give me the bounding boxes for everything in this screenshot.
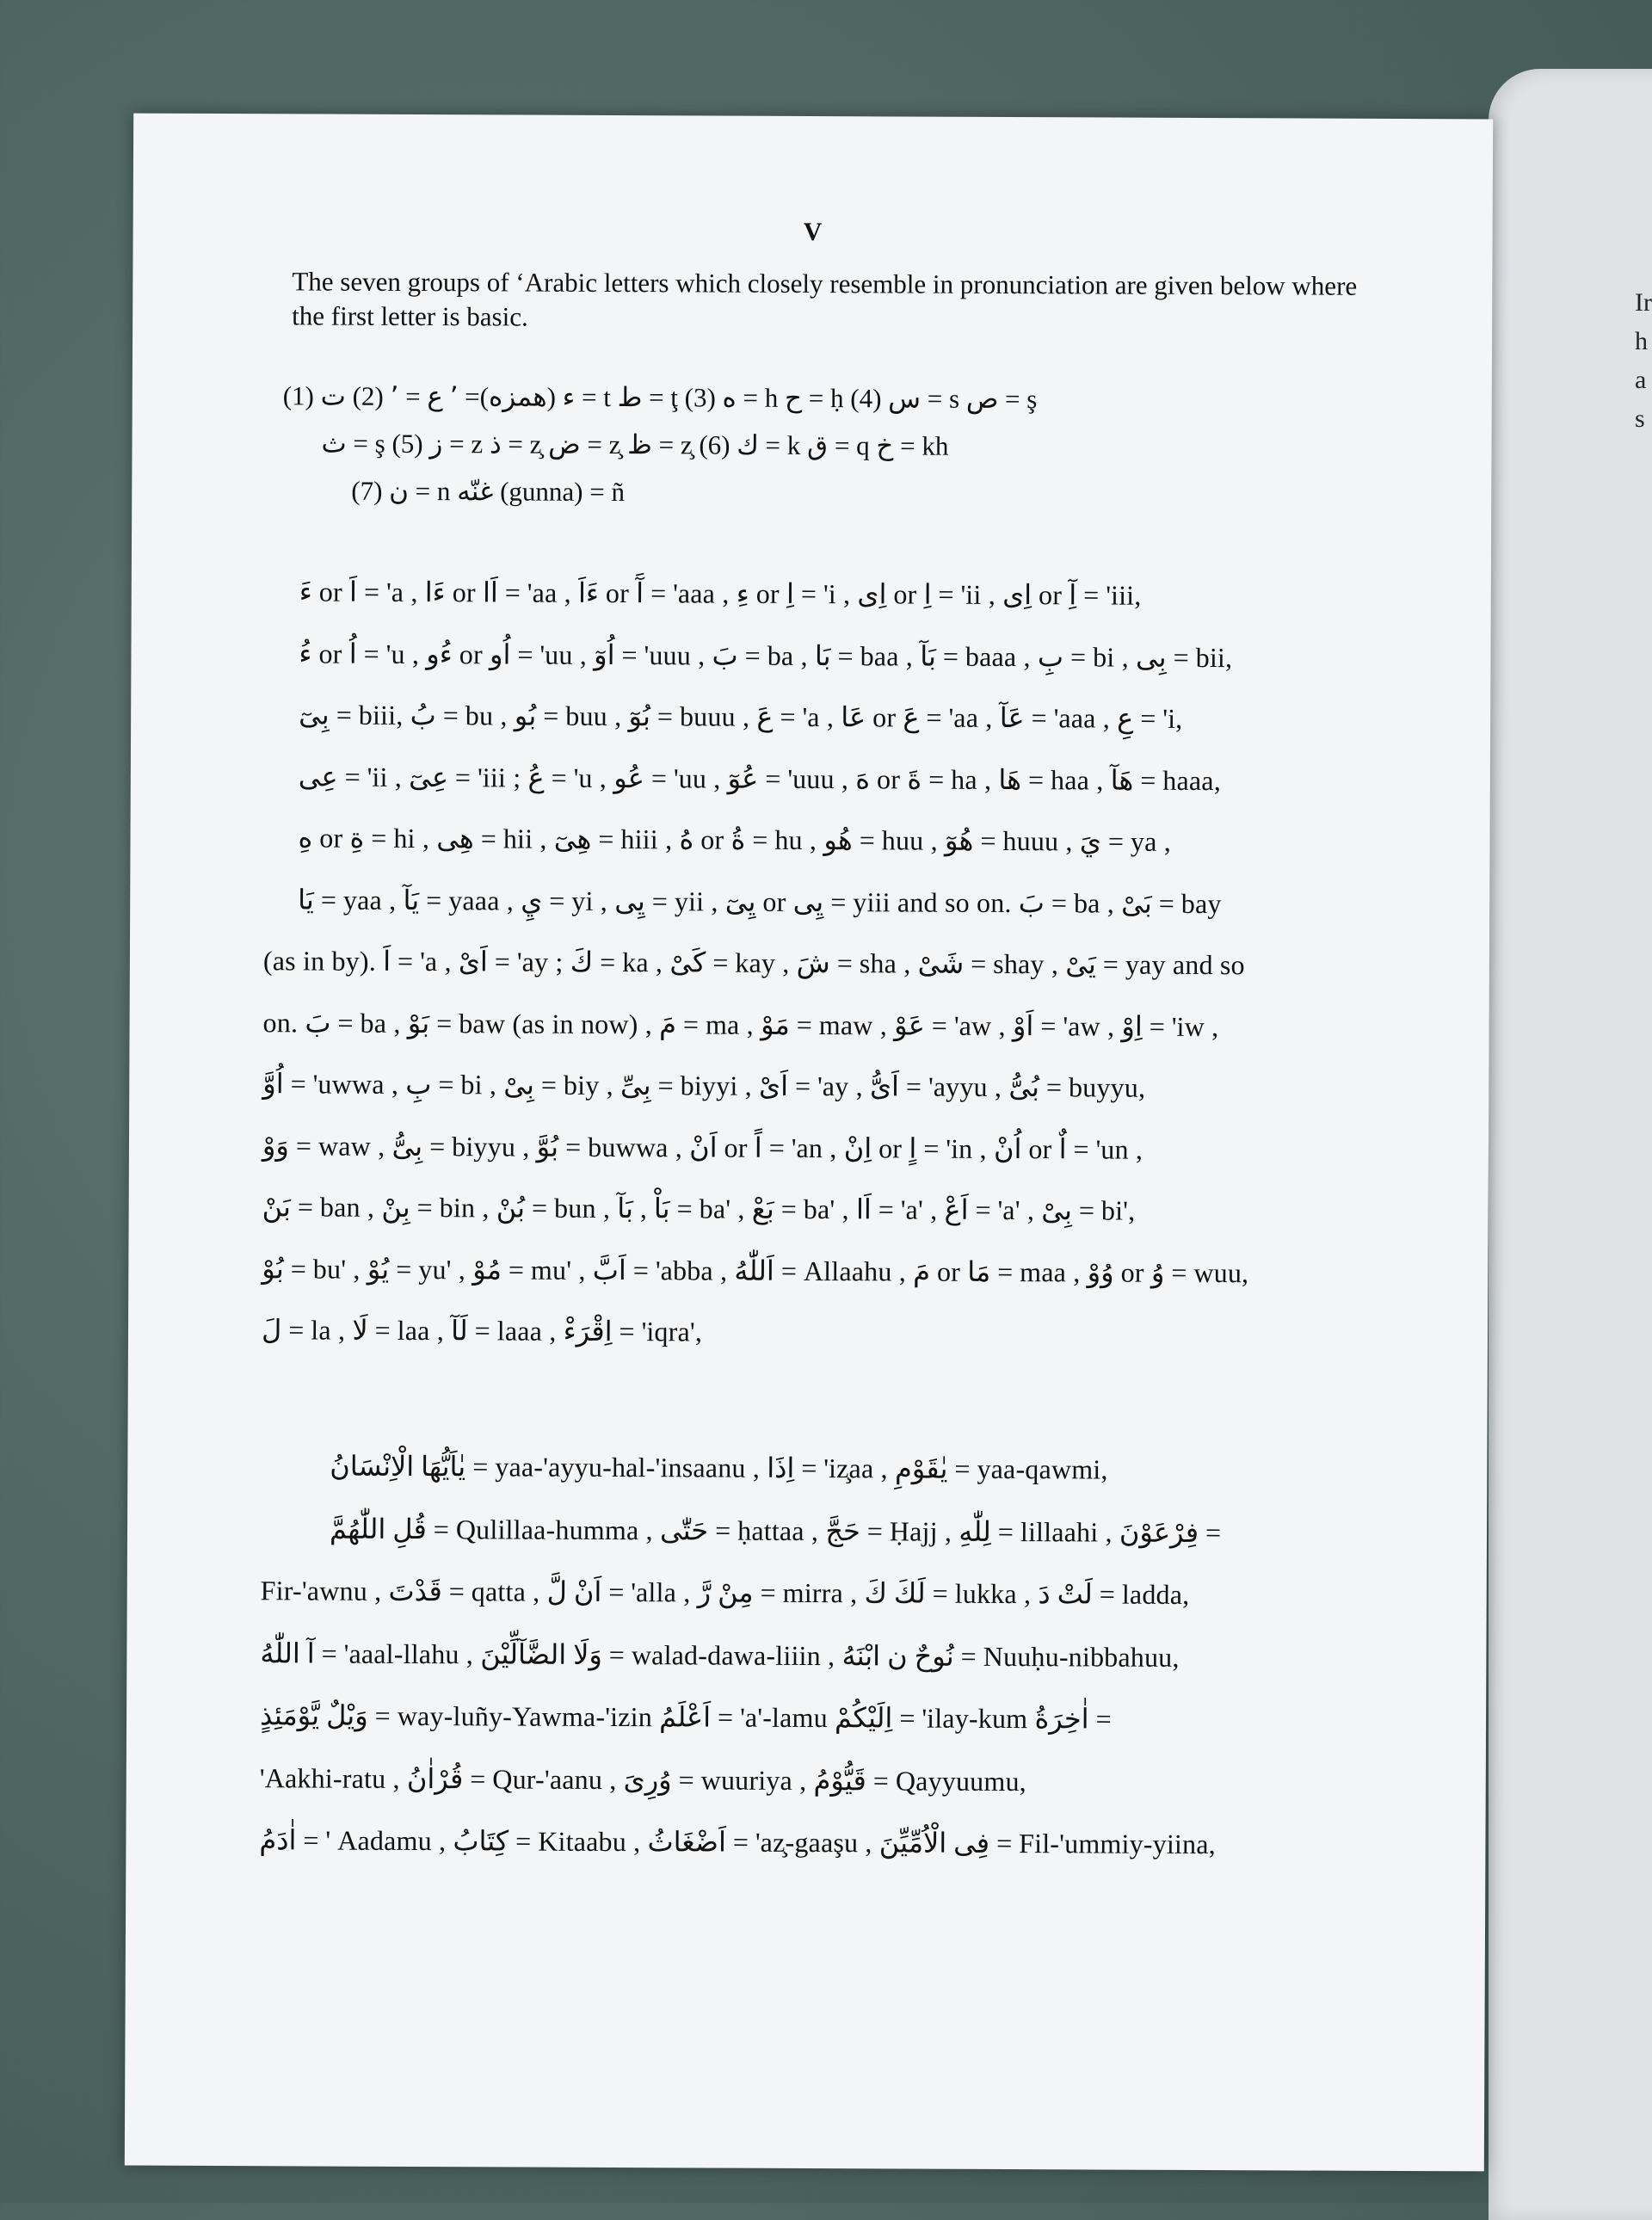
letter-group-line: (7) ن = n غنّه (gunna) = ñ (351, 475, 626, 508)
letter-groups (282, 372, 1419, 519)
vowel-examples (262, 561, 1435, 1366)
example-line: اُوَّ = 'uwwa , بِ = bi , بِیْ = biy , بِیِّ = biyyi , اَیْ = 'ay , اَیُّ = 'ayyu , بُیُّ = buyyu, (262, 1068, 1146, 1103)
example-line: عِی = 'ii , عِیٓ = 'iii ; عُ = 'u , عُو = 'uu , عُوٓ = 'uuu , هَ or ةَ = ha , هَا = haa , هَآ = haaa, (298, 760, 1222, 796)
word-line: 'Aakhi-ratu , قُرْاٰنُ = Qur-'aanu , وُرِىَ = wuuriya , قَيُّوْمُ = Qayyuumu, (259, 1761, 1026, 1797)
example-line: ءَ or اَ = 'a , ءَا or اَا = 'aa , ءَاَ or آَ = 'aaa , ءِ or اِ = 'i , اِی or اِ = 'ii , اِی or آِ = 'iii, (299, 576, 1142, 611)
example-line: بَنْ = ban , بِنْ = bin , بُنْ = bun , بَاْ , بَآ = ba' , بَعْ = ba' , اَا = 'a' , اَعْ = 'a' , بِیْ = bi', (262, 1191, 1136, 1226)
adjacent-page-fragment: a (1635, 366, 1647, 394)
example-line: هِ or ةِ = hi , هِی = hii , هِیٓ = hiii , هُ or ةُ = hu , هُو = huu , هُوٓ = huuu , يَ = ya , (298, 822, 1172, 857)
example-line: بِیٓ = biii, بُ = bu , بُو = buu , بُوٓ = buuu , عَ = 'a , عَا or عَ = 'aa , عَآ = 'aaa , عِ = 'i, (299, 699, 1183, 734)
word-examples (259, 1434, 1431, 1876)
letter-group-line: ث = ş (5) ز = z ذ = z̧ ض = z̧ ظ = z̧ (6) ك = k ق = q خ = kh (321, 428, 949, 461)
example-line: ءُ or اُ = 'u , ءُو or اُو = 'uu , اُوٓ = 'uuu , بَ = ba , بَا = baa , بَآ = baaa , بِ = bi , بِی = bii, (299, 637, 1233, 673)
letter-group-line: (1) ء (همزه)= ٬ ع = ٬ (2) ت = t ط = ţ (3) ه = h ح = ḥ (4) س = s ص = ş (282, 380, 1038, 415)
adjacent-page-fragment: s (1635, 404, 1645, 433)
word-line: یٰاَیُّهَا الْاِنْسَانُ = yaa-'ayyu-hal-'insaanu , اِذَا = 'iz̧aa , یٰقَوْمِ = yaa-qawmi, (330, 1450, 1108, 1485)
word-line: اٰدَمُ = ' Aadamu , كِتَابُ = Kitaabu , اَضْغَاثُ = 'az̧-gaaşu , فِى الْاُمِّيِّنَ = Fil-'ummiy-yiina, (259, 1824, 1216, 1860)
example-line: بُوْ = bu' , یُوْ = yu' , مُوْ = mu' , اَبَّ = 'abba , اَللّٰهُ = Allaahu , مَ or مَا = maa , وُوْ or وُ = wuu, (262, 1252, 1249, 1288)
example-line: on. بَ = ba , بَوْ = baw (as in now) , مَ = ma , مَوْ = maw , عَوْ = 'aw , اَوْ = 'aw , اِوْ = 'iw , (262, 1006, 1219, 1042)
adjacent-page (1489, 69, 1652, 2220)
example-line: لَ = la , لَا = laa , لَآ = laaa , اِقْرَءْ = 'iqra', (261, 1314, 703, 1347)
intro-paragraph: The seven groups of ‘Arabic letters which closely resemble in pronunciation are given below where the first letter is basic. (292, 266, 1358, 332)
page-number: V (803, 217, 823, 247)
word-line: Fir-'awnu , قَدْتَ = qatta , اَنْ لَّ = 'alla , مِنْ رَّ = mirra , لَكَ كَ = lukka , لَتْ دَ = ladda, (260, 1575, 1190, 1610)
example-line: وَوْ = waw , بِیُّ = biyyu , بُوَّ = buwwa , اَنْ or اً = 'an , اِنْ or اٍ = 'in , اُنْ or اٌ = 'un , (262, 1129, 1143, 1165)
adjacent-page-fragment: Ir (1635, 288, 1652, 317)
example-line: يَا = yaa , يَآ = yaaa , يِ = yi , يِی = yii , يِیٓ or يِی = yiii and so on. بَ = ba , بَیْ = bay (298, 883, 1222, 919)
example-line: (as in by). اَ = 'a , اَیْ = 'ay ; كَ = ka , كَیْ = kay , شَ = sha , شَیْ = shay , يَیْ = yay and so (262, 945, 1245, 981)
book-page (125, 114, 1493, 2172)
word-line: وَيْلٌ يَّوْمَئِذٍ = way-luñy-Yawma-'izin اَعْلَمُ = 'a'-lamu اِلَيْكُمْ = 'ilay-kum اٰخِرَةُ = (260, 1699, 1112, 1735)
word-line: قُلِ اللّٰهُمَّ = Qulillaa-humma , حَتّٰی = ḥattaa , حَجَّ = Ḥajj , لِلّٰهِ = lillaahi , فِرْعَوْنَ = (329, 1513, 1222, 1548)
word-line: آ اللّٰهُ = 'aaal-llahu , وَلَا الضَّآلِّيْنَ = walad-dawa-liiin , نُوحٌ ن ابْنَهُ = Nuuḥu-nibbahuu, (260, 1637, 1180, 1673)
adjacent-page-fragment: h (1635, 327, 1648, 355)
